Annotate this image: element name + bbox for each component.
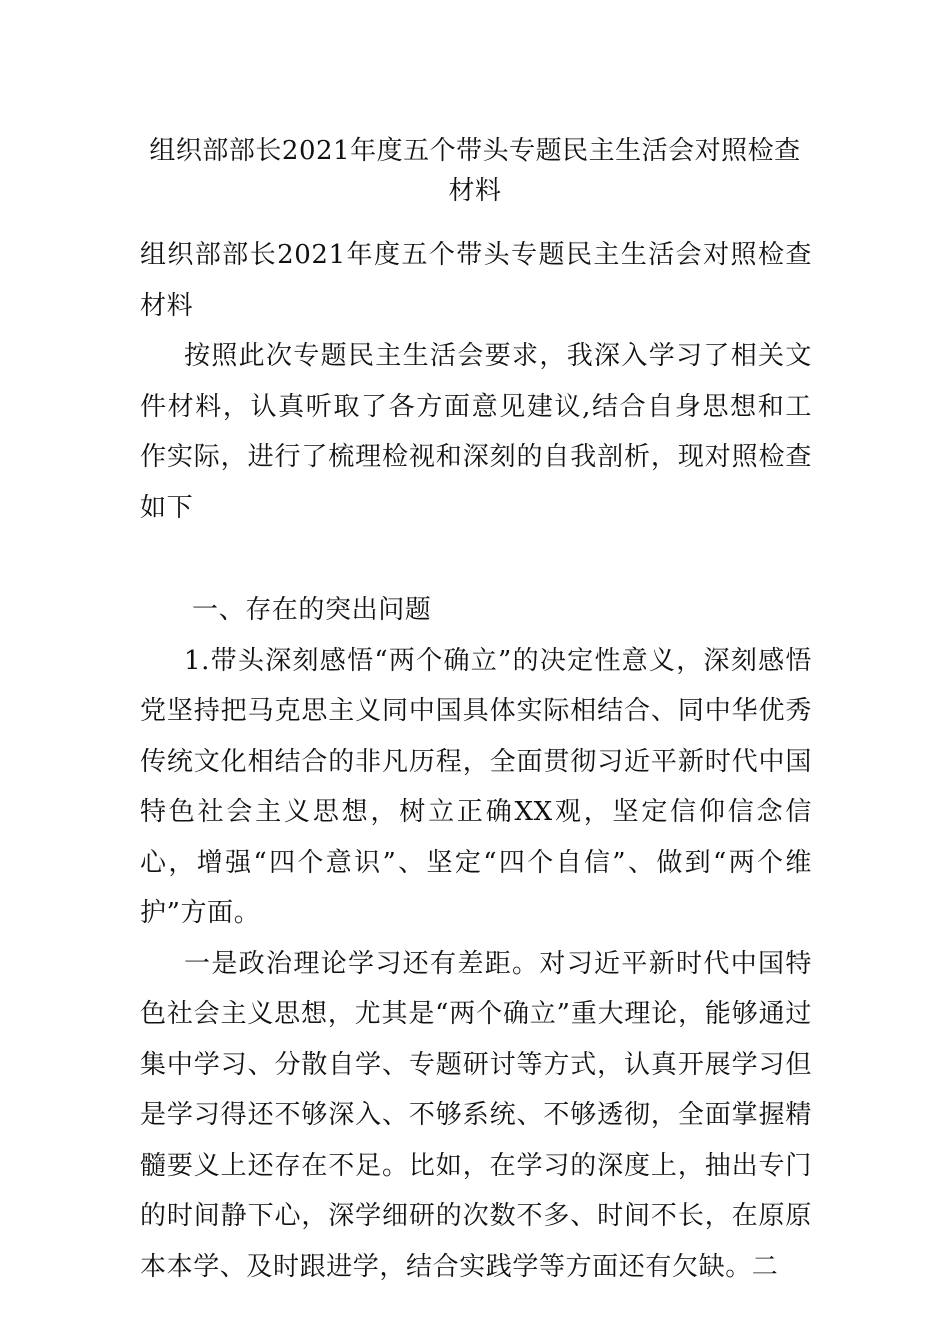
section-heading: 一、存在的突出问题: [192, 595, 432, 625]
intro-paragraph: 按照此次专题民主生活会要求，我深入学习了相关文件材料，认真听取了各方面意见建议,结合自身思想和工作实际，进行了梳理检视和深刻的自我剖析，现对照检查如下: [140, 341, 812, 523]
document-subtitle: 组织部部长2021年度五个带头专题民主生活会对照检查材料: [140, 240, 812, 321]
point-1-paragraph: 一是政治理论学习还有差距。对习近平新时代中国特色社会主义思想，尤其是“两个确立”重大理论，能够通过集中学习、分散自学、专题研讨等方式，认真开展学习但是学习得还不够深入、不够系统、不够透彻，全面掌握精髓要义上还存在不足。比如，在学习的深度上，抽出专门的时间静下心，深学细研的次数不多、时间不长，在原原本本学、及时跟进学，结合实践学等方面还有欠缺。二: [140, 948, 812, 1282]
document-body: [140, 230, 812, 1292]
paragraph-spacer: [140, 533, 812, 585]
document-title: 组织部部长2021年度五个带头专题民主生活会对照检查材料: [149, 136, 801, 206]
item-1-paragraph: 1.带头深刻感悟“两个确立”的决定性意义，深刻感悟党坚持把马克思主义同中国具体实际相结合、同中华优秀传统文化相结合的非凡历程，全面贯彻习近平新时代中国特色社会主义思想，树立正确XX观，坚定信仰信念信心，增强“四个意识”、坚定“四个自信”、做到“两个维护”方面。: [140, 645, 812, 928]
